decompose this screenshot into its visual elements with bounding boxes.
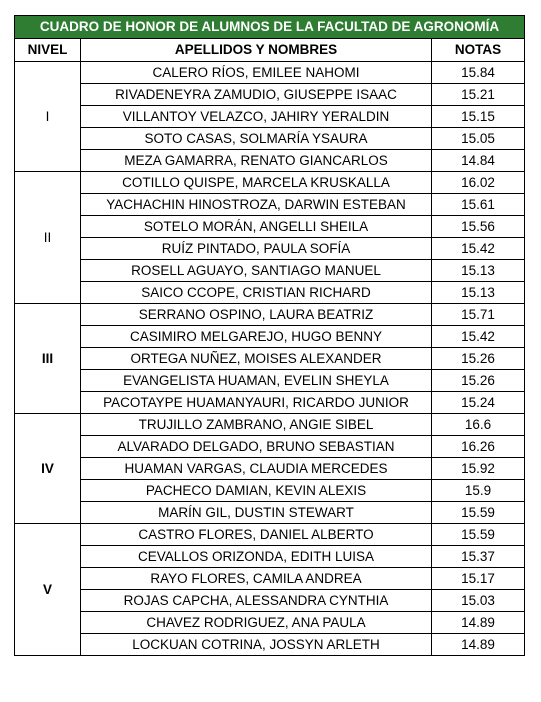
student-name: RAYO FLORES, CAMILA ANDREA (81, 568, 432, 590)
table-row (15, 106, 525, 128)
student-grade: 15.42 (432, 326, 525, 348)
student-name: ROJAS CAPCHA, ALESSANDRA CYNTHIA (81, 590, 432, 612)
table-row (15, 612, 525, 634)
student-name: RUÍZ PINTADO, PAULA SOFÍA (81, 238, 432, 260)
student-grade: 15.71 (432, 304, 525, 326)
table-body (15, 62, 525, 656)
student-grade: 15.03 (432, 590, 525, 612)
student-grade: 14.84 (432, 150, 525, 172)
student-grade: 15.13 (432, 282, 525, 304)
table-row (15, 150, 525, 172)
table-row (15, 414, 525, 436)
table-row (15, 568, 525, 590)
table-title: CUADRO DE HONOR DE ALUMNOS DE LA FACULTAD DE AGRONOMÍA (15, 16, 525, 39)
student-grade: 15.13 (432, 260, 525, 282)
student-name: LOCKUAN COTRINA, JOSSYN ARLETH (81, 634, 432, 656)
table-row (15, 590, 525, 612)
table-row (15, 304, 525, 326)
student-name: SOTO CASAS, SOLMARÍA YSAURA (81, 128, 432, 150)
student-grade: 15.92 (432, 458, 525, 480)
table-row (15, 546, 525, 568)
table-row (15, 326, 525, 348)
header-name: APELLIDOS Y NOMBRES (81, 39, 432, 62)
student-grade: 15.24 (432, 392, 525, 414)
student-name: VILLANTOY VELAZCO, JAHIRY YERALDIN (81, 106, 432, 128)
student-name: CEVALLOS ORIZONDA, EDITH LUISA (81, 546, 432, 568)
table-row (15, 128, 525, 150)
student-grade: 15.21 (432, 84, 525, 106)
header-level: NIVEL (15, 39, 81, 62)
student-name: SOTELO MORÁN, ANGELLI SHEILA (81, 216, 432, 238)
table-row (15, 458, 525, 480)
student-name: YACHACHIN HINOSTROZA, DARWIN ESTEBAN (81, 194, 432, 216)
student-grade: 15.15 (432, 106, 525, 128)
student-grade: 15.61 (432, 194, 525, 216)
table-row (15, 216, 525, 238)
level-cell: I (15, 62, 81, 172)
student-name: ROSELL AGUAYO, SANTIAGO MANUEL (81, 260, 432, 282)
table-row (15, 348, 525, 370)
title-row (15, 16, 525, 39)
table-row (15, 436, 525, 458)
header-row (15, 39, 525, 62)
level-cell: II (15, 172, 81, 304)
student-grade: 15.37 (432, 546, 525, 568)
table-row (15, 194, 525, 216)
student-grade: 14.89 (432, 612, 525, 634)
student-grade: 15.56 (432, 216, 525, 238)
student-name: TRUJILLO ZAMBRANO, ANGIE SIBEL (81, 414, 432, 436)
table-row (15, 502, 525, 524)
student-name: COTILLO QUISPE, MARCELA KRUSKALLA (81, 172, 432, 194)
level-cell: V (15, 524, 81, 656)
student-name: SAICO CCOPE, CRISTIAN RICHARD (81, 282, 432, 304)
student-grade: 14.89 (432, 634, 525, 656)
student-name: PACHECO DAMIAN, KEVIN ALEXIS (81, 480, 432, 502)
table-row (15, 370, 525, 392)
student-grade: 15.26 (432, 370, 525, 392)
student-grade: 15.17 (432, 568, 525, 590)
student-name: CASTRO FLORES, DANIEL ALBERTO (81, 524, 432, 546)
student-grade: 15.05 (432, 128, 525, 150)
table-row (15, 260, 525, 282)
table-row (15, 282, 525, 304)
student-name: CASIMIRO MELGAREJO, HUGO BENNY (81, 326, 432, 348)
table-row (15, 524, 525, 546)
student-name: ORTEGA NUÑEZ, MOISES ALEXANDER (81, 348, 432, 370)
student-grade: 15.9 (432, 480, 525, 502)
student-name: MARÍN GIL, DUSTIN STEWART (81, 502, 432, 524)
student-name: RIVADENEYRA ZAMUDIO, GIUSEPPE ISAAC (81, 84, 432, 106)
student-grade: 15.26 (432, 348, 525, 370)
student-name: CALERO RÍOS, EMILEE NAHOMI (81, 62, 432, 84)
table-row (15, 480, 525, 502)
table-row (15, 238, 525, 260)
table-row (15, 62, 525, 84)
student-name: EVANGELISTA HUAMAN, EVELIN SHEYLA (81, 370, 432, 392)
student-name: ALVARADO DELGADO, BRUNO SEBASTIAN (81, 436, 432, 458)
student-grade: 16.6 (432, 414, 525, 436)
header-grade: NOTAS (432, 39, 525, 62)
student-grade: 15.59 (432, 502, 525, 524)
level-cell: IV (15, 414, 81, 524)
student-grade: 16.26 (432, 436, 525, 458)
student-grade: 16.02 (432, 172, 525, 194)
student-name: HUAMAN VARGAS, CLAUDIA MERCEDES (81, 458, 432, 480)
table-row (15, 634, 525, 656)
student-name: PACOTAYPE HUAMANYAURI, RICARDO JUNIOR (81, 392, 432, 414)
student-grade: 15.42 (432, 238, 525, 260)
table-row (15, 172, 525, 194)
student-grade: 15.59 (432, 524, 525, 546)
student-name: MEZA GAMARRA, RENATO GIANCARLOS (81, 150, 432, 172)
student-grade: 15.84 (432, 62, 525, 84)
table-row (15, 84, 525, 106)
level-cell: III (15, 304, 81, 414)
student-name: CHAVEZ RODRIGUEZ, ANA PAULA (81, 612, 432, 634)
student-name: SERRANO OSPINO, LAURA BEATRIZ (81, 304, 432, 326)
table-row (15, 392, 525, 414)
honor-roll-table (14, 15, 525, 656)
